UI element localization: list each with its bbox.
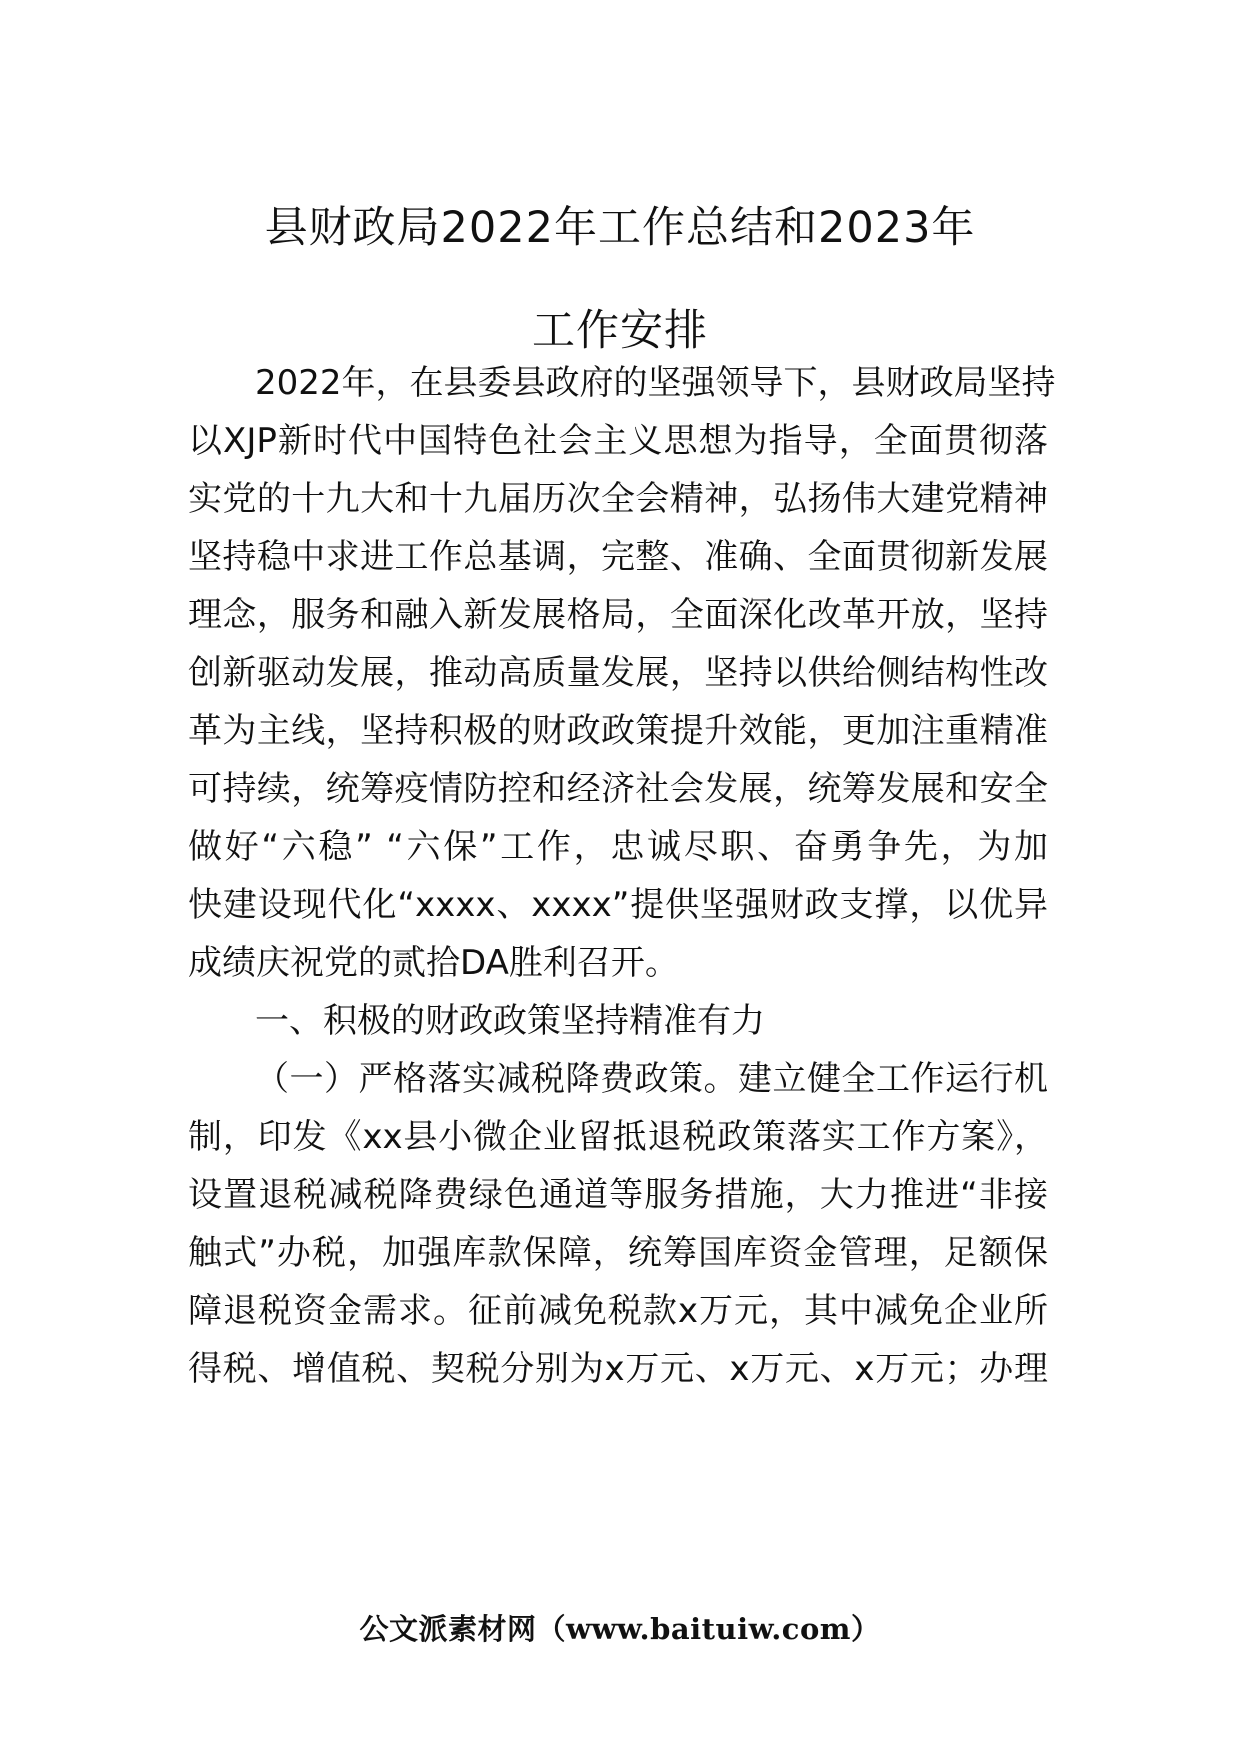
- section-paragraph-line: 障退税资金需求。征前减免税款x万元，其中减免企业所: [188, 1291, 1048, 1331]
- document-title-line-2: 工作安排: [532, 306, 708, 356]
- section-paragraph-line: 制，印发《xx县小微企业留抵退税政策落实工作方案》，: [188, 1117, 1048, 1157]
- intro-paragraph-line: 可持续，统筹疫情防控和经济社会发展，统筹发展和安全: [188, 769, 1048, 809]
- footer-source-text: 公文派素材网（www.baituiw.com）: [359, 1612, 881, 1646]
- intro-paragraph-line: 快建设现代化“xxxx、xxxx”提供坚强财政支撑，以优异: [188, 885, 1048, 925]
- intro-paragraph-line: 2022年，在县委县政府的坚强领导下，县财政局坚持: [255, 363, 1056, 403]
- intro-paragraph-line: 以XJP新时代中国特色社会主义思想为指导，全面贯彻落: [188, 421, 1048, 461]
- intro-paragraph-line: 创新驱动发展，推动高质量发展，坚持以供给侧结构性改: [188, 653, 1048, 693]
- section-paragraph-line: 设置退税减税降费绿色通道等服务措施，大力推进“非接: [188, 1175, 1048, 1215]
- intro-paragraph-line: 理念，服务和融入新发展格局，全面深化改革开放，坚持: [188, 595, 1048, 635]
- intro-paragraph-line: 成绩庆祝党的贰拾DA胜利召开。: [188, 943, 679, 983]
- intro-paragraph-line: 革为主线，坚持积极的财政政策提升效能，更加注重精准: [188, 711, 1048, 751]
- section-paragraph-line: 得税、增值税、契税分别为x万元、x万元、x万元；办理: [188, 1349, 1048, 1389]
- section-heading: 一、积极的财政政策坚持精准有力: [255, 1001, 765, 1041]
- section-paragraph-line: 触式”办税，加强库款保障，统筹国库资金管理，足额保: [188, 1233, 1048, 1273]
- document-title-line-1: 县财政局2022年工作总结和2023年: [264, 203, 976, 253]
- section-paragraph-line: （一）严格落实减税降费政策。建立健全工作运行机: [255, 1059, 1048, 1099]
- intro-paragraph-line: 实党的十九大和十九届历次全会精神，弘扬伟大建党精神: [188, 479, 1048, 519]
- intro-paragraph-line: 坚持稳中求进工作总基调，完整、准确、全面贯彻新发展: [188, 537, 1048, 577]
- intro-paragraph-line: 做好“六稳” “六保”工作，忠诚尽职、奋勇争先，为加: [188, 827, 1048, 867]
